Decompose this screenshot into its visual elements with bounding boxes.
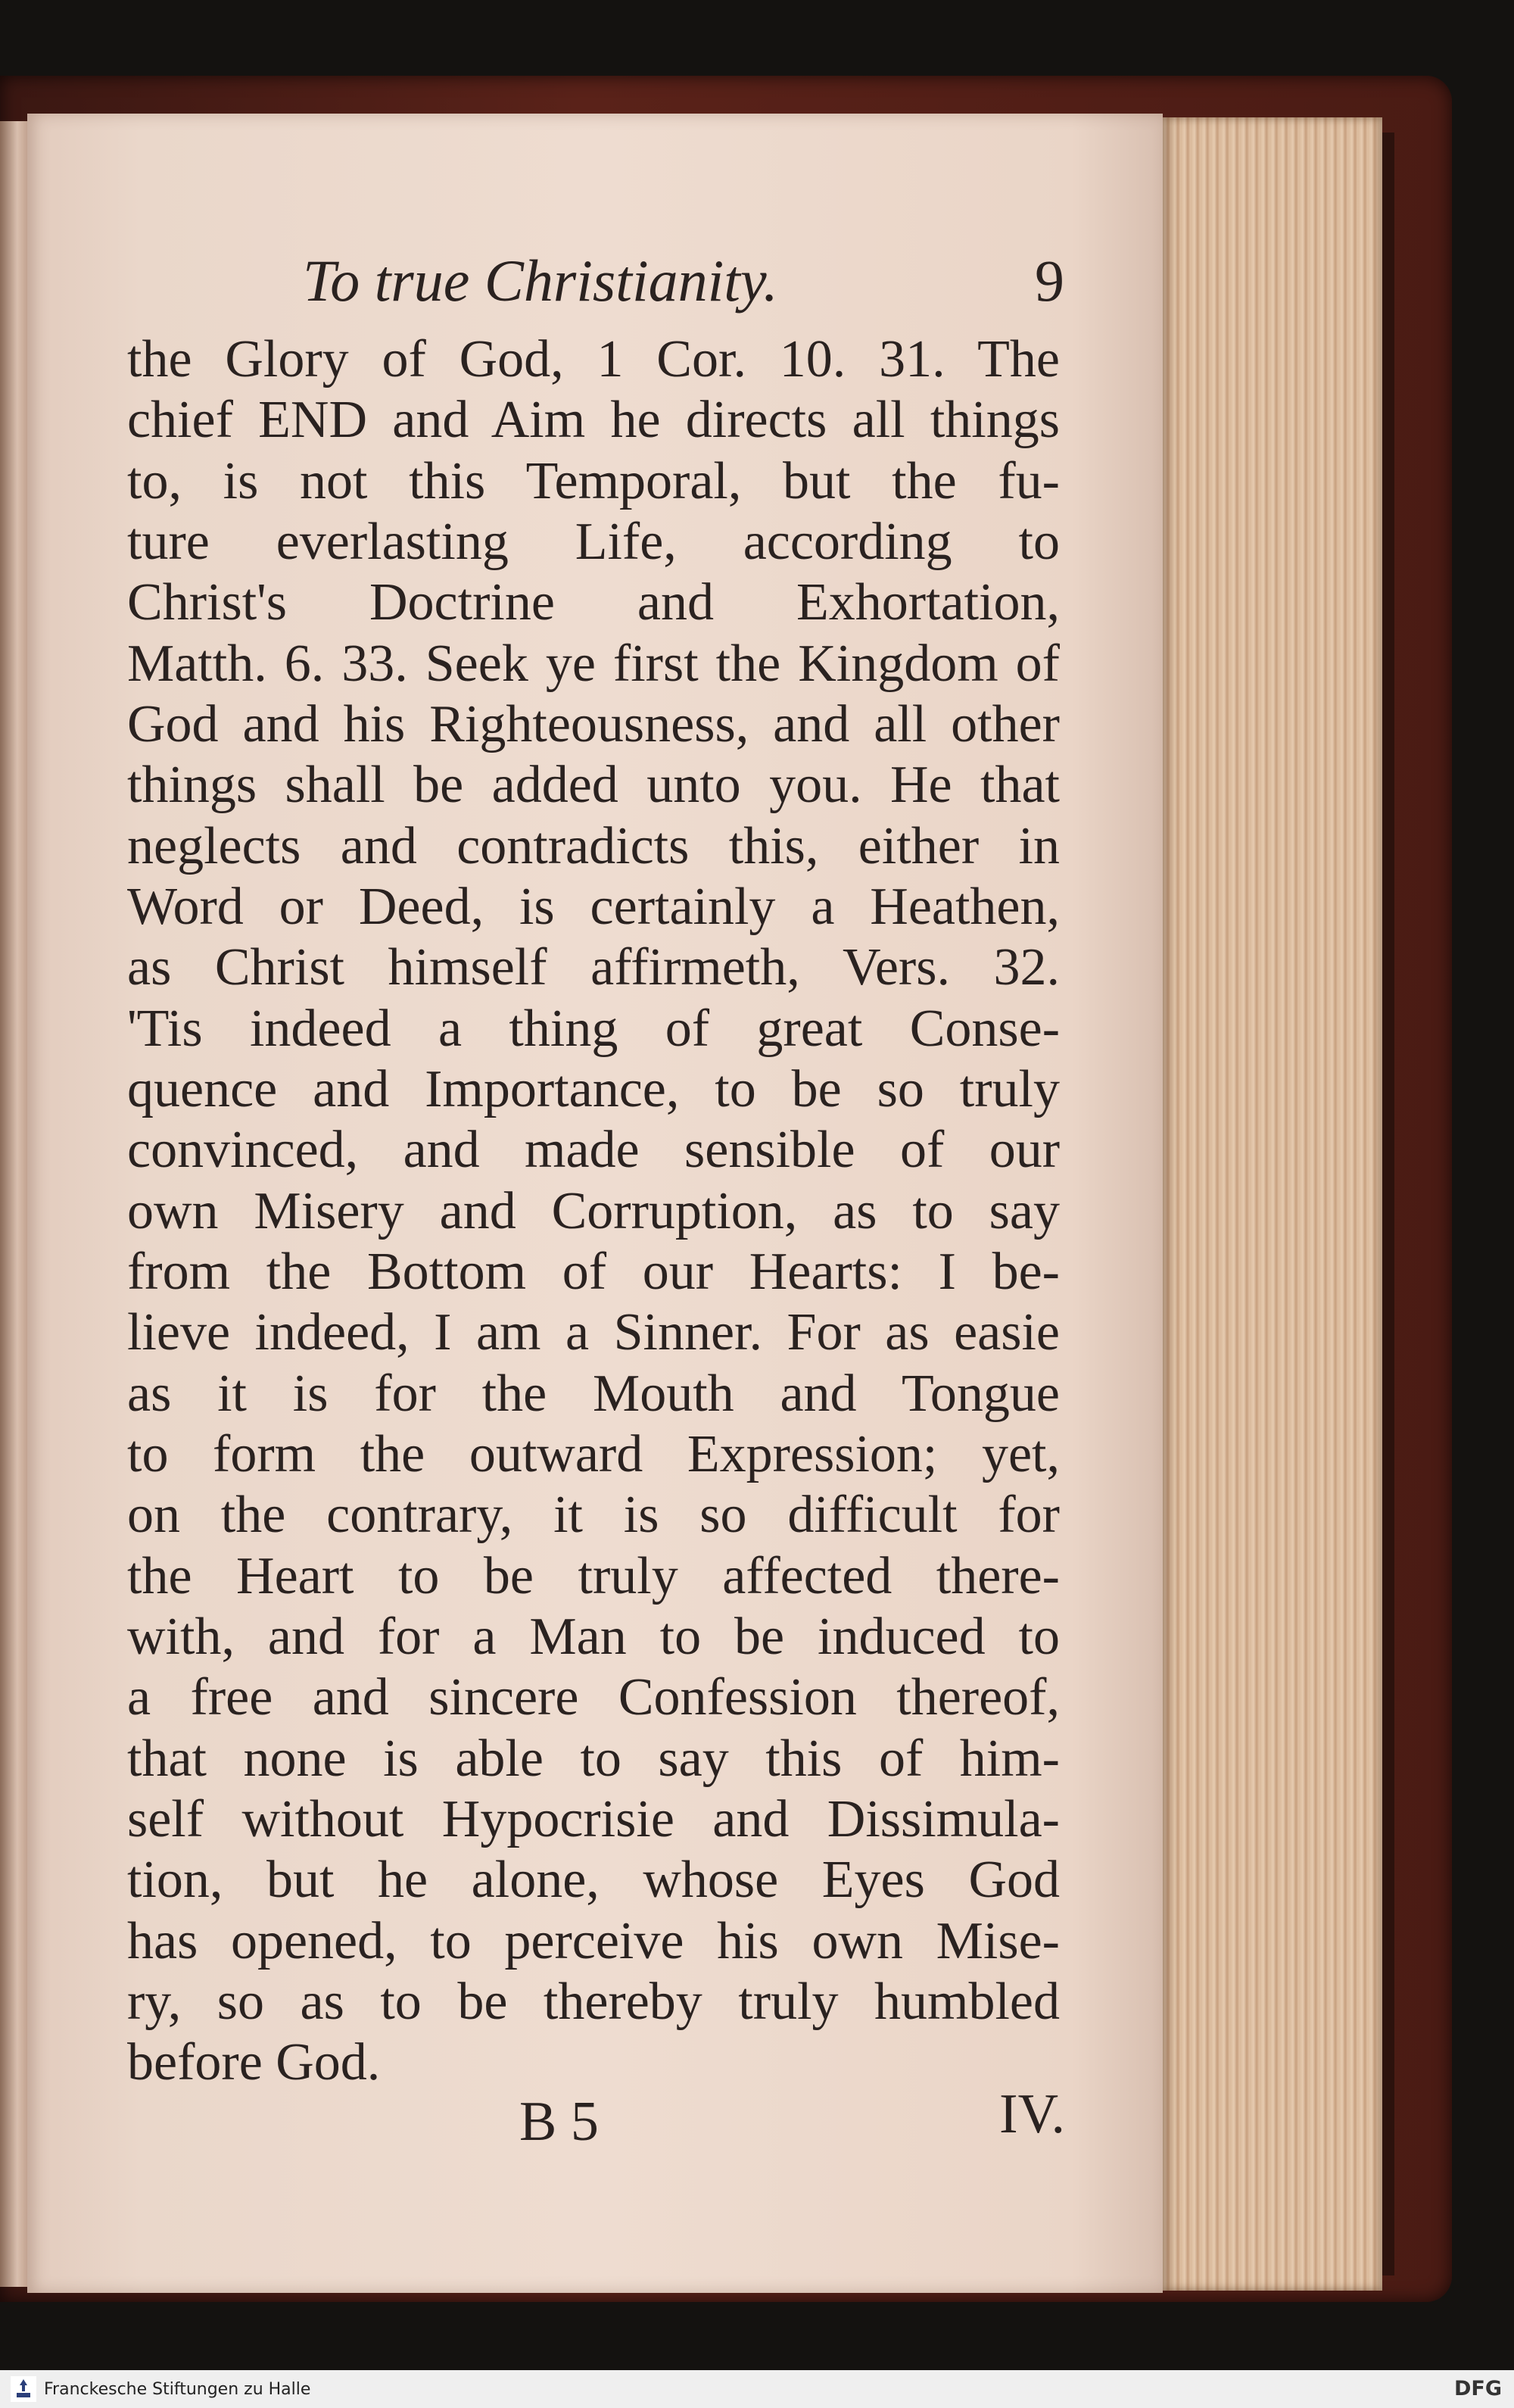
- text-line: 'Tis indeed a thing of great Conse-: [127, 1000, 1060, 1058]
- text-line: to form the outward Expression; yet,: [127, 1425, 1060, 1483]
- catchword: IV.: [999, 2083, 1066, 2145]
- text-line: ry, so as to be thereby truly humbled: [127, 1973, 1060, 2031]
- running-header: To true Christianity.: [303, 248, 778, 313]
- footer-bar: [0, 2370, 1514, 2408]
- text-line: Word or Deed, is certainly a Heathen,: [127, 878, 1060, 936]
- text-line: own Misery and Corruption, as to say: [127, 1182, 1060, 1240]
- text-line: convinced, and made sensible of our: [127, 1121, 1060, 1179]
- text-line: the Glory of God, 1 Cor. 10. 31. The: [127, 330, 1060, 388]
- signature-mark: B 5: [519, 2091, 599, 2153]
- text-line: has opened, to perceive his own Mise-: [127, 1912, 1060, 1970]
- text-line: tion, but he alone, whose Eyes God: [127, 1851, 1060, 1909]
- text-line: neglects and contradicts this, either in: [127, 817, 1060, 875]
- page-block-fore-edge: [1161, 117, 1382, 2291]
- institution-logo-icon: [11, 2376, 36, 2402]
- dfg-logo: DFG: [1453, 2377, 1502, 2400]
- text-line: lieve indeed, I am a Sinner. For as easie: [127, 1303, 1060, 1362]
- text-line: the Heart to be truly affected there-: [127, 1547, 1060, 1605]
- text-line: that none is able to say this of him-: [127, 1730, 1060, 1788]
- text-line: chief END and Aim he directs all things: [127, 391, 1060, 449]
- text-line: as Christ himself affirmeth, Vers. 32.: [127, 938, 1060, 997]
- text-line: to, is not this Temporal, but the fu-: [127, 452, 1060, 510]
- text-line: things shall be added unto you. He that: [127, 756, 1060, 814]
- text-line: before God.: [127, 2033, 381, 2091]
- text-line: quence and Importance, to be so truly: [127, 1060, 1060, 1118]
- text-line: as it is for the Mouth and Tongue: [127, 1365, 1060, 1423]
- text-line: on the contrary, it is so difficult for: [127, 1486, 1060, 1544]
- text-line: Christ's Doctrine and Exhortation,: [127, 573, 1060, 632]
- text-line: with, and for a Man to be induced to: [127, 1608, 1060, 1666]
- binding-gap: [1382, 133, 1394, 2275]
- text-line: a free and sincere Confession thereof,: [127, 1668, 1060, 1726]
- text-line: from the Bottom of our Hearts: I be-: [127, 1243, 1060, 1301]
- left-page-edge: [0, 121, 29, 2287]
- text-line: Matth. 6. 33. Seek ye first the Kingdom of: [127, 635, 1060, 693]
- text-line: God and his Righteousness, and all other: [127, 695, 1060, 753]
- footer-institution: Franckesche Stiftungen zu Halle: [44, 2380, 311, 2399]
- text-line: self without Hypocrisie and Dissimula-: [127, 1790, 1060, 1848]
- page-number: 9: [1035, 248, 1064, 313]
- text-line: ture everlasting Life, according to: [127, 513, 1060, 571]
